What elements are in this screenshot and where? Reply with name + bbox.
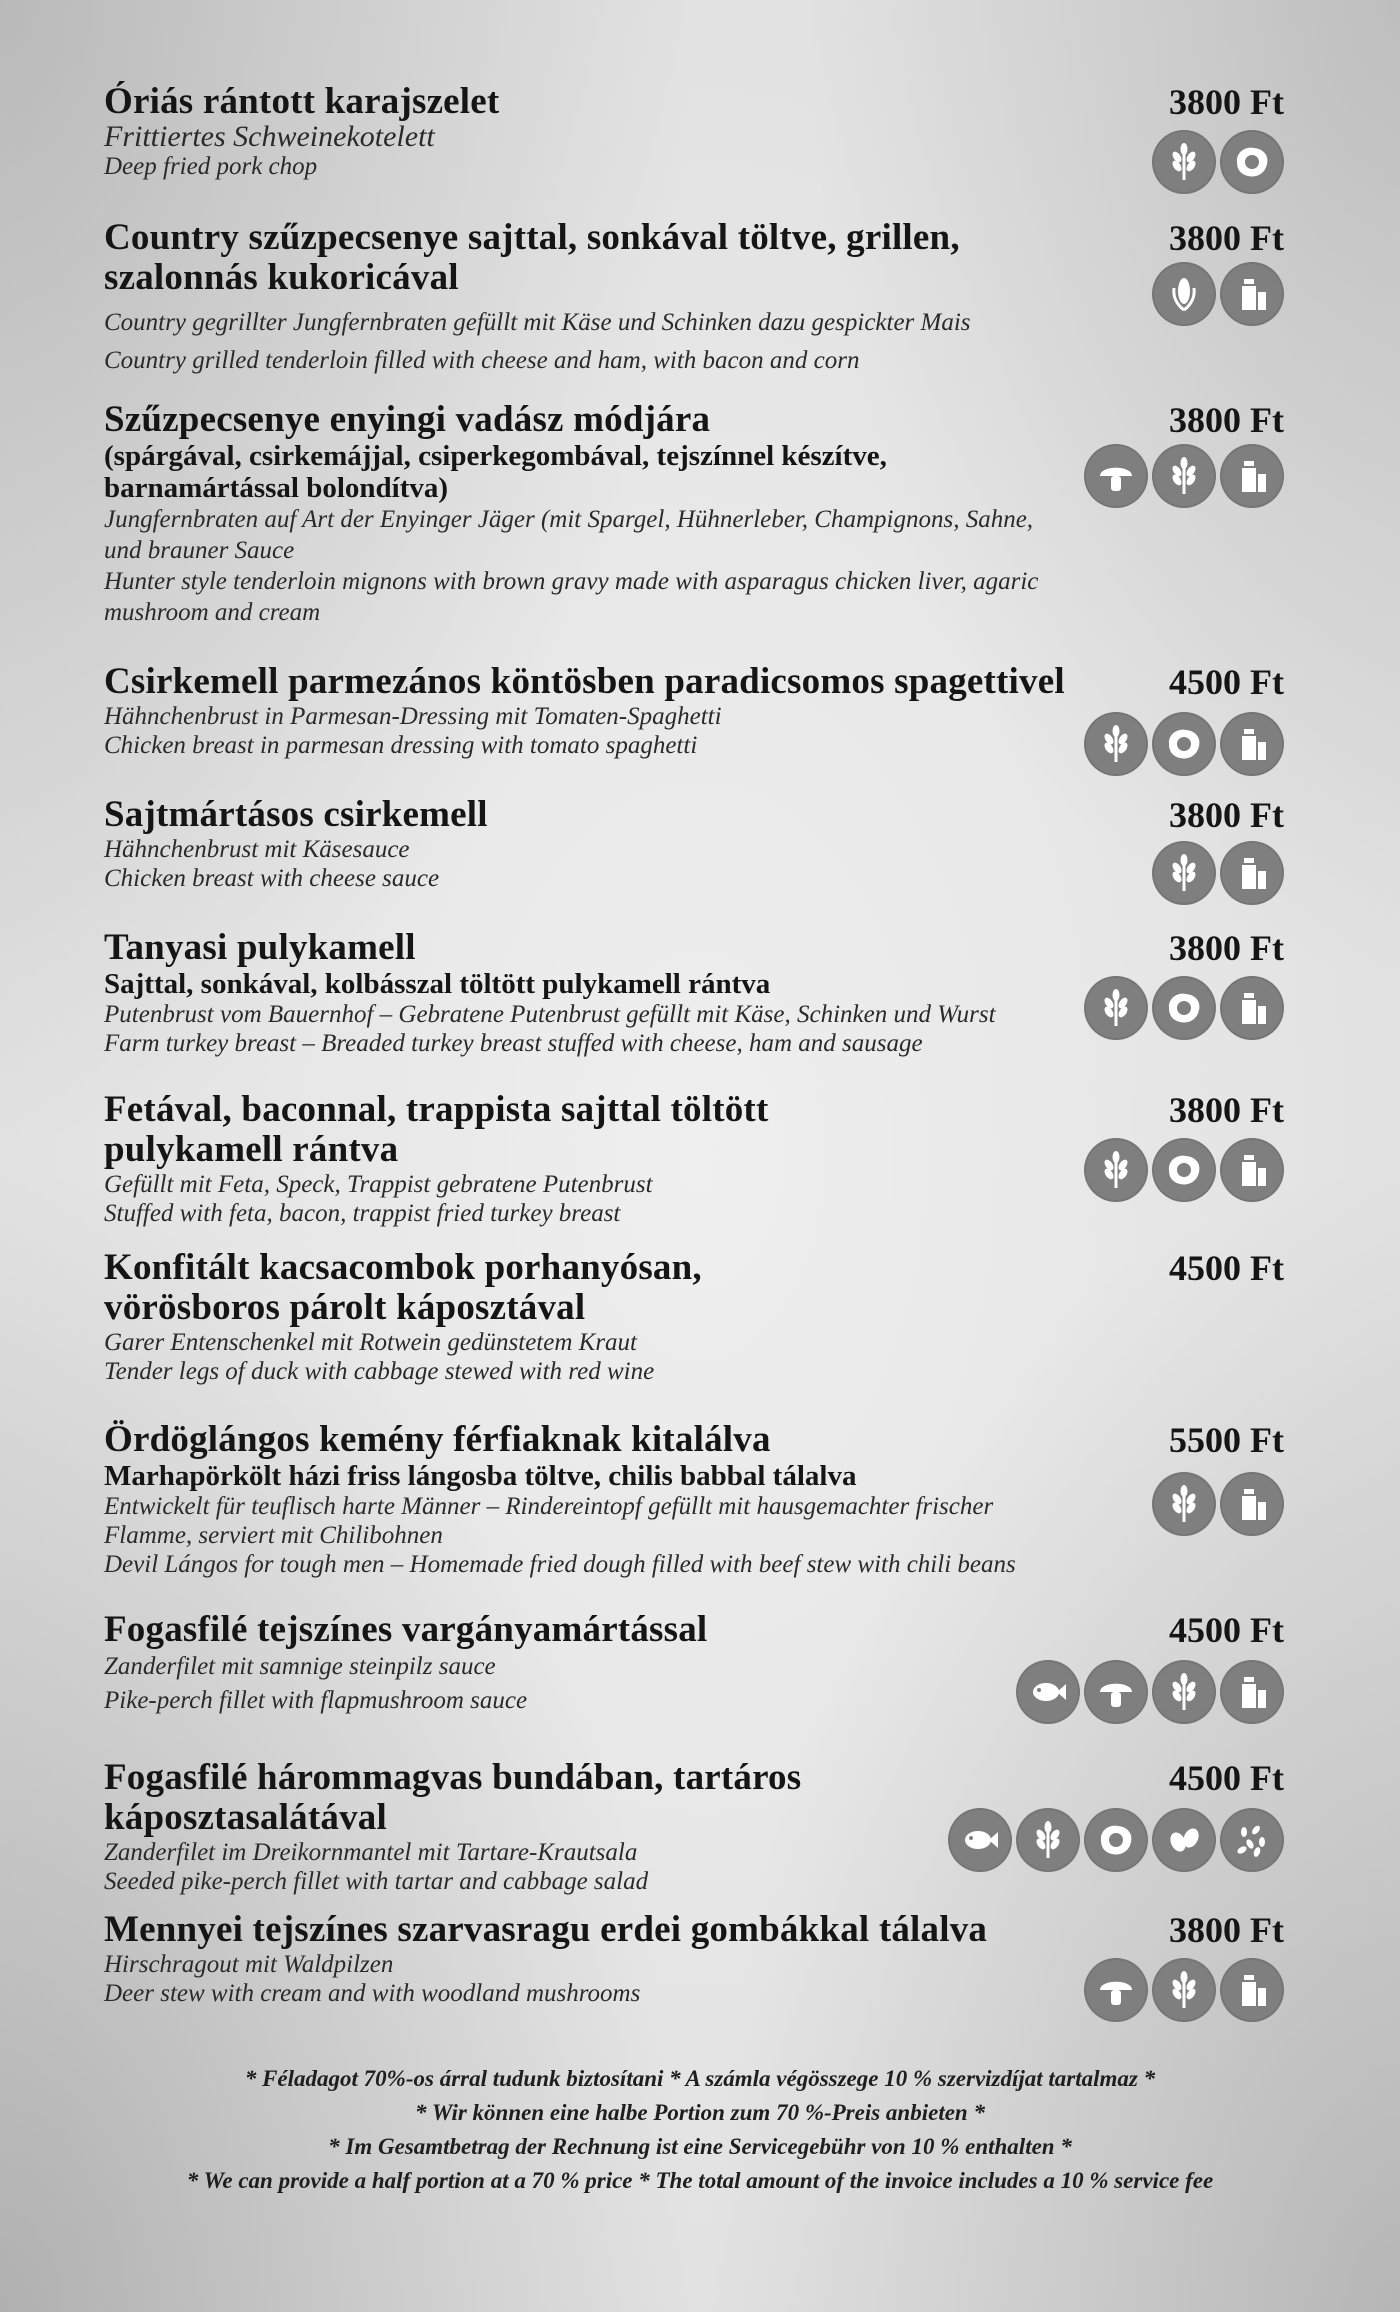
milk-icon: [1220, 444, 1284, 508]
dish-german: Entwickelt für teuflisch harte Männer – Rindereintopf gefüllt mit hausgemachter frischer Flamme, serviert mit Chilibohnen: [104, 1493, 994, 1549]
seeds-icon: [1220, 1808, 1284, 1872]
dish-price: 4500 Ft: [1169, 662, 1284, 702]
dish-german: Putenbrust vom Bauernhof – Gebratene Putenbrust gefüllt mit Käse, Schinken und Wurst: [104, 1001, 996, 1028]
allergen-icons: [1016, 1660, 1284, 1724]
milk-icon: [1220, 1138, 1284, 1202]
egg-icon: [1084, 1808, 1148, 1872]
allergen-icons: [1084, 712, 1284, 776]
wheat-icon: [1084, 976, 1148, 1040]
dish-price: 4500 Ft: [1169, 1758, 1284, 1798]
dish-german: Zanderfilet im Dreikornmantel mit Tartare-Krautsala: [104, 1839, 638, 1866]
nuts-icon: [1152, 1808, 1216, 1872]
dish-title: Szűzpecsenye enyingi vadász módjára: [104, 399, 711, 440]
dish-english: Farm turkey breast – Breaded turkey breast stuffed with cheese, ham and sausage: [104, 1030, 923, 1057]
wheat-icon: [1016, 1808, 1080, 1872]
footer-note-german-portion: * Wir können eine halbe Portion zum 70 %-Preis anbieten *: [415, 2100, 985, 2125]
footer-note-german-service: * Im Gesamtbetrag der Rechnung ist eine Servicegebühr von 10 % enthalten *: [328, 2134, 1072, 2159]
dish-english: Chicken breast with cheese sauce: [104, 865, 440, 892]
wheat-icon: [1084, 1138, 1148, 1202]
footer-note-hungarian: * Féladagot 70%-os árral tudunk biztosítani * A számla végösszege 10 % szervizdíjat tartalmaz *: [244, 2066, 1156, 2091]
menu-item: [104, 1420, 1284, 1579]
milk-icon: [1220, 1958, 1284, 2022]
allergen-icons: [1152, 841, 1284, 905]
dish-title: Fogasfilé tejszínes vargányamártással: [104, 1609, 708, 1650]
dish-title: Tanyasi pulykamell: [104, 927, 416, 968]
milk-icon: [1220, 976, 1284, 1040]
milk-icon: [1220, 262, 1284, 326]
dish-price: 3800 Ft: [1169, 1910, 1284, 1950]
mushroom-icon: [1084, 1660, 1148, 1724]
dish-english: Country grilled tenderloin filled with cheese and ham, with bacon and corn: [104, 347, 860, 374]
dish-title: Konfitált kacsacombok porhanyósan, vörösboros párolt káposztával: [104, 1247, 702, 1328]
dish-english: Tender legs of duck with cabbage stewed with red wine: [104, 1358, 655, 1385]
dish-german: Frittiertes Schweinekotelett: [104, 120, 435, 153]
egg-icon: [1152, 1138, 1216, 1202]
allergen-icons: [1084, 1958, 1284, 2022]
fish-icon: [948, 1808, 1012, 1872]
menu-item: [104, 218, 1284, 380]
menu-footer-notes: [0, 2062, 1400, 2198]
milk-icon: [1220, 712, 1284, 776]
allergen-icons: [1152, 130, 1284, 194]
dish-german: Zanderfilet mit samnige steinpilz sauce: [104, 1653, 496, 1680]
dish-price: 3800 Ft: [1169, 1090, 1284, 1130]
dish-english: Devil Lángos for tough men – Homemade fried dough filled with beef stew with chili beans: [104, 1551, 1016, 1578]
dish-title: Ördöglángos kemény férfiaknak kitalálva: [104, 1419, 771, 1460]
dish-price: 3800 Ft: [1169, 82, 1284, 122]
dish-english: Hunter style tenderloin mignons with brown gravy made with asparagus chicken liver, agaric mushroom and cream: [104, 568, 1039, 626]
menu-item: [104, 1090, 1284, 1228]
menu-item: [104, 400, 1284, 628]
dish-english: Deer stew with cream and with woodland mushrooms: [104, 1980, 641, 2007]
dish-price: 4500 Ft: [1169, 1610, 1284, 1650]
footer-note-english: * We can provide a half portion at a 70 % price * The total amount of the invoice includes a 10 % service fee: [186, 2168, 1214, 2193]
allergen-icons: [1084, 1138, 1284, 1202]
allergen-icons: [1152, 1472, 1284, 1536]
dish-subtitle: Marhapörkölt házi friss lángosba töltve, chilis babbal tálalva: [104, 1460, 857, 1492]
dish-price: 4500 Ft: [1169, 1248, 1284, 1288]
egg-icon: [1220, 130, 1284, 194]
dish-english: Pike-perch fillet with flapmushroom sauce: [104, 1687, 528, 1714]
dish-title: Fogasfilé hárommagvas bundában, tartáros káposztasalátával: [104, 1757, 802, 1838]
dish-german: Country gegrillter Jungfernbraten gefüllt mit Käse und Schinken dazu gespickter Mais: [104, 309, 971, 336]
milk-icon: [1220, 1660, 1284, 1724]
dish-english: Stuffed with feta, bacon, trappist fried turkey breast: [104, 1200, 621, 1227]
egg-icon: [1152, 712, 1216, 776]
dish-german: Jungfernbraten auf Art der Enyinger Jäger (mit Spargel, Hühnerleber, Champignons, Sahne, und brauner Sauce: [104, 506, 1034, 564]
mushroom-icon: [1084, 1958, 1148, 2022]
menu-item: [104, 795, 1284, 893]
wheat-icon: [1084, 712, 1148, 776]
menu-item: [104, 1248, 1284, 1386]
wheat-icon: [1152, 444, 1216, 508]
milk-icon: [1220, 841, 1284, 905]
menu-item: [104, 1910, 1284, 2008]
wheat-icon: [1152, 1660, 1216, 1724]
milk-icon: [1220, 1472, 1284, 1536]
wheat-icon: [1152, 1472, 1216, 1536]
fish-icon: [1016, 1660, 1080, 1724]
dish-english: Seeded pike-perch fillet with tartar and cabbage salad: [104, 1868, 649, 1895]
allergen-icons: [948, 1808, 1284, 1872]
allergen-icons: [1084, 444, 1284, 508]
dish-price: 3800 Ft: [1169, 928, 1284, 968]
egg-icon: [1152, 976, 1216, 1040]
dish-title: Mennyei tejszínes szarvasragu erdei gombákkal tálalva: [104, 1909, 988, 1950]
menu-item: [104, 662, 1284, 760]
menu-item: [104, 82, 1284, 181]
menu-item: [104, 928, 1284, 1058]
dish-german: Gefüllt mit Feta, Speck, Trappist gebratene Putenbrust: [104, 1171, 653, 1198]
dish-subtitle: (spárgával, csirkemájjal, csiperkegombával, tejszínnel készítve, barnamártással bolondítva): [104, 440, 887, 504]
wheat-icon: [1152, 1958, 1216, 2022]
dish-price: 3800 Ft: [1169, 218, 1284, 258]
corn-icon: [1152, 262, 1216, 326]
dish-subtitle: Sajttal, sonkával, kolbásszal töltött pulykamell rántva: [104, 968, 771, 1000]
dish-title: Country szűzpecsenye sajttal, sonkával töltve, grillen, szalonnás kukoricával: [104, 217, 960, 298]
dish-title: Csirkemell parmezános köntösben paradicsomos spagettivel: [104, 661, 1065, 702]
menu-item: [104, 1610, 1284, 1718]
dish-title: Sajtmártásos csirkemell: [104, 794, 488, 835]
dish-price: 3800 Ft: [1169, 795, 1284, 835]
dish-german: Hähnchenbrust in Parmesan-Dressing mit Tomaten-Spaghetti: [104, 703, 722, 730]
dish-price: 3800 Ft: [1169, 400, 1284, 440]
dish-german: Hirschragout mit Waldpilzen: [104, 1951, 394, 1978]
wheat-icon: [1152, 130, 1216, 194]
dish-price: 5500 Ft: [1169, 1420, 1284, 1460]
dish-english: Deep fried pork chop: [104, 153, 318, 180]
menu-item: [104, 1758, 1284, 1896]
dish-english: Chicken breast in parmesan dressing with tomato spaghetti: [104, 732, 698, 759]
allergen-icons: [1084, 976, 1284, 1040]
dish-german: Hähnchenbrust mit Käsesauce: [104, 836, 410, 863]
dish-german: Garer Entenschenkel mit Rotwein gedünstetem Kraut: [104, 1329, 637, 1356]
allergen-icons: [1152, 262, 1284, 326]
dish-title: Óriás rántott karajszelet: [104, 81, 500, 122]
wheat-icon: [1152, 841, 1216, 905]
mushroom-icon: [1084, 444, 1148, 508]
dish-title: Fetával, baconnal, trappista sajttal töltött pulykamell rántva: [104, 1089, 769, 1170]
